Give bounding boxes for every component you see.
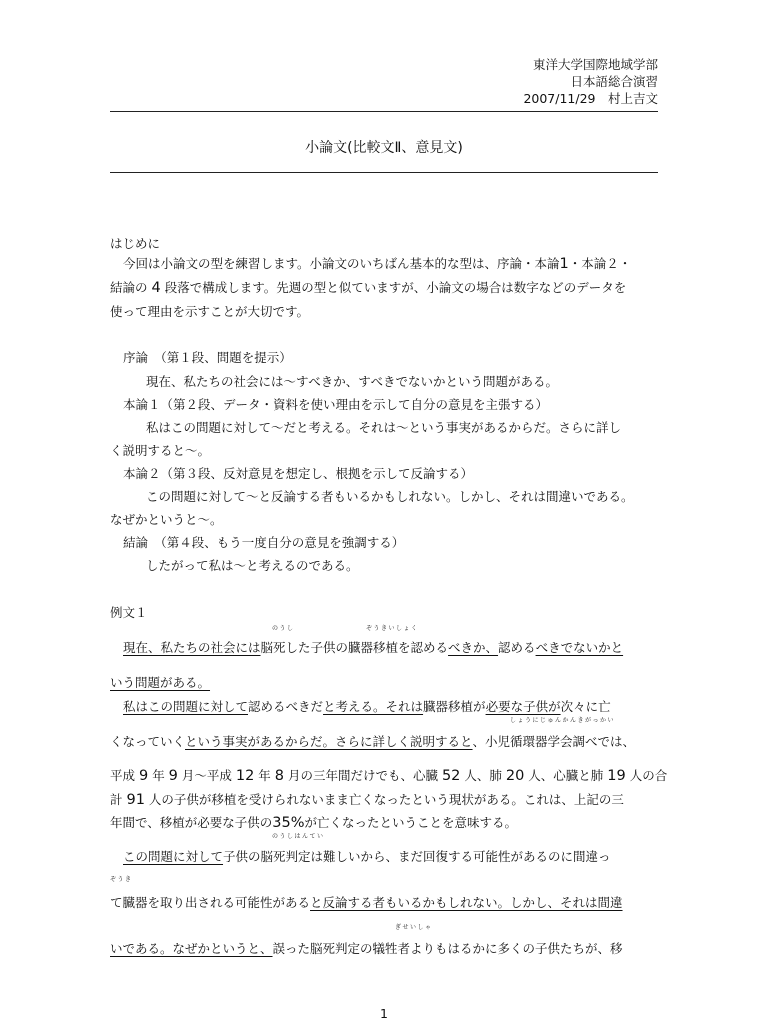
example-line-10 <box>110 939 670 957</box>
ruby-annotation: のうし <box>272 625 295 632</box>
underlined-phrase: と反論する者もいるかもしれない。しかし、それは間違 <box>310 895 623 910</box>
underlined-phrase: 現在、私たちの社会には <box>123 640 261 655</box>
example-line-8 <box>123 847 683 865</box>
underlined-phrase: と考える。それは <box>323 699 424 714</box>
outline-section-2-body-cont: く説明すると～。 <box>110 443 211 458</box>
title-divider <box>110 172 658 173</box>
number-run: 9 <box>138 768 149 784</box>
text-run: くなっていく <box>110 734 186 749</box>
text-run: 計 <box>110 792 127 807</box>
date-author: 2007/11/29 村上吉文 <box>523 91 658 106</box>
institution-name: 東洋大学国際地域学部 <box>532 57 658 72</box>
outline-section-2: 本論１（第２段、データ・資料を使い理由を示して自分の意見を主張する） <box>123 397 549 412</box>
text-run: 臓器移植が <box>423 699 486 714</box>
text-run: が亡くなったということを意味する。 <box>304 815 518 830</box>
example-line-9 <box>110 893 670 911</box>
number-run: 91 <box>126 792 145 808</box>
number-run: 1 <box>559 256 569 272</box>
underlined-phrase: 私はこの問題に対して <box>123 699 249 714</box>
text-run: 脳死した子供の臓器移植を認める <box>260 640 449 655</box>
text-run: て臓器を取り出される可能性がある <box>110 895 311 910</box>
text-run: 子供の脳死判定は難しいから、まだ回復する可能性があるのに間違っ <box>223 849 611 864</box>
underlined-phrase: この問題に対して <box>123 849 224 864</box>
number-run: 35% <box>272 815 305 831</box>
text-run: 今回は小論文の型を練習します。小論文のいちばん基本的な型は、序論・本論 <box>123 256 560 271</box>
number-run: 4 <box>151 280 161 296</box>
text-run: 、小児循環器学会調べでは、 <box>472 734 636 749</box>
outline-section-3: 本論２（第３段、反対意見を想定し、根拠を示して反論する） <box>123 466 474 481</box>
outline-section-3-body: この問題に対して～と反論する者もいるかもしれない。しかし、それは間違いである。 <box>146 489 634 504</box>
text-run: ・本論２・ <box>568 256 632 271</box>
example-line-3 <box>123 697 683 715</box>
intro-line-1 <box>123 254 683 272</box>
outline-section-1-body: 現在、私たちの社会には～すべきか、すべきでないかという問題がある。 <box>146 374 559 389</box>
text-run: 月の三年間だけでも、心臓 <box>284 768 442 783</box>
text-run: 年 <box>254 768 275 783</box>
outline-section-2-body: 私はこの問題に対して～だと考える。それは～という事実があるからだ。さらに詳し <box>146 420 622 435</box>
outline-section-1: 序論 （第１段、問題を提示） <box>123 350 292 365</box>
ruby-annotation: ぎせいしゃ <box>395 924 433 931</box>
text-run: 人、肺 <box>460 768 506 783</box>
example-line-2 <box>110 673 670 691</box>
outline-section-4-body: したがって私は～と考えるのである。 <box>146 558 359 573</box>
ruby-annotation: しょうにじゅんかんきがっかい <box>510 717 616 724</box>
text-run: 人、心臓と肺 <box>524 768 608 783</box>
text-run: 認める <box>498 640 536 655</box>
intro-line-2 <box>110 278 670 296</box>
document-title: 小論文(比較文Ⅱ、意見文) <box>305 140 463 156</box>
course-name: 日本語総合演習 <box>570 74 658 89</box>
underlined-phrase: べきでないかと <box>535 640 624 655</box>
underlined-phrase: べきか、 <box>448 640 499 655</box>
document-header <box>523 56 658 107</box>
underlined-phrase: という事実があるからだ。さらに詳しく説明すると <box>185 734 473 749</box>
number-run: 52 <box>441 768 461 784</box>
ruby-annotation: ぞうき <box>110 876 133 883</box>
text-run: 月～平成 <box>177 768 236 783</box>
text-run: 結論の <box>110 280 148 295</box>
underlined-phrase: 必要な子供が <box>485 699 561 714</box>
header-divider <box>110 111 658 112</box>
example-line-6 <box>110 790 670 808</box>
text-run: 人の子供が移植を受けられないまま亡くなったという現状がある。これは、上記の三 <box>144 792 624 807</box>
intro-heading: はじめに <box>110 236 161 251</box>
number-run: 12 <box>235 768 255 784</box>
text-run: 平成 <box>110 768 139 783</box>
text-run: 誤った脳死判定の犠牲者よりもはるかに多くの子供たちが、移 <box>272 941 623 956</box>
example-line-1 <box>123 638 683 656</box>
text-run: 年 <box>148 768 169 783</box>
outline-section-3-body-cont: なぜかというと～。 <box>110 512 223 527</box>
text-run: 次々に亡 <box>560 699 611 714</box>
example-line-5 <box>110 766 670 784</box>
number-run: 19 <box>607 768 626 784</box>
text-run: 年間で、移植が必要な子供の <box>110 815 273 830</box>
example-line-7 <box>110 813 670 831</box>
underlined-phrase: いである。なぜかというと、 <box>110 941 273 956</box>
text-run: 認めるべきだ <box>248 699 324 714</box>
underlined-phrase: いう問題がある。 <box>110 675 211 690</box>
number-run: 20 <box>505 768 525 784</box>
text-run: 人の合 <box>625 768 668 783</box>
outline-section-4: 結論 （第４段、もう一度自分の意見を強調する） <box>123 535 405 550</box>
page-number: 1 <box>380 1006 388 1021</box>
text-run: 段落で構成します。先週の型と似ていますが、小論文の場合は数字などのデータを <box>164 280 627 295</box>
ruby-annotation: ぞうきいしょく <box>366 625 419 632</box>
example-line-4 <box>110 732 670 750</box>
number-run: 9 <box>168 768 178 784</box>
intro-line-3: 使って理由を示すことが大切です。 <box>110 304 310 319</box>
number-run: 8 <box>274 768 284 784</box>
ruby-annotation: のうしはんてい <box>272 833 325 840</box>
example-heading: 例文１ <box>110 605 148 620</box>
